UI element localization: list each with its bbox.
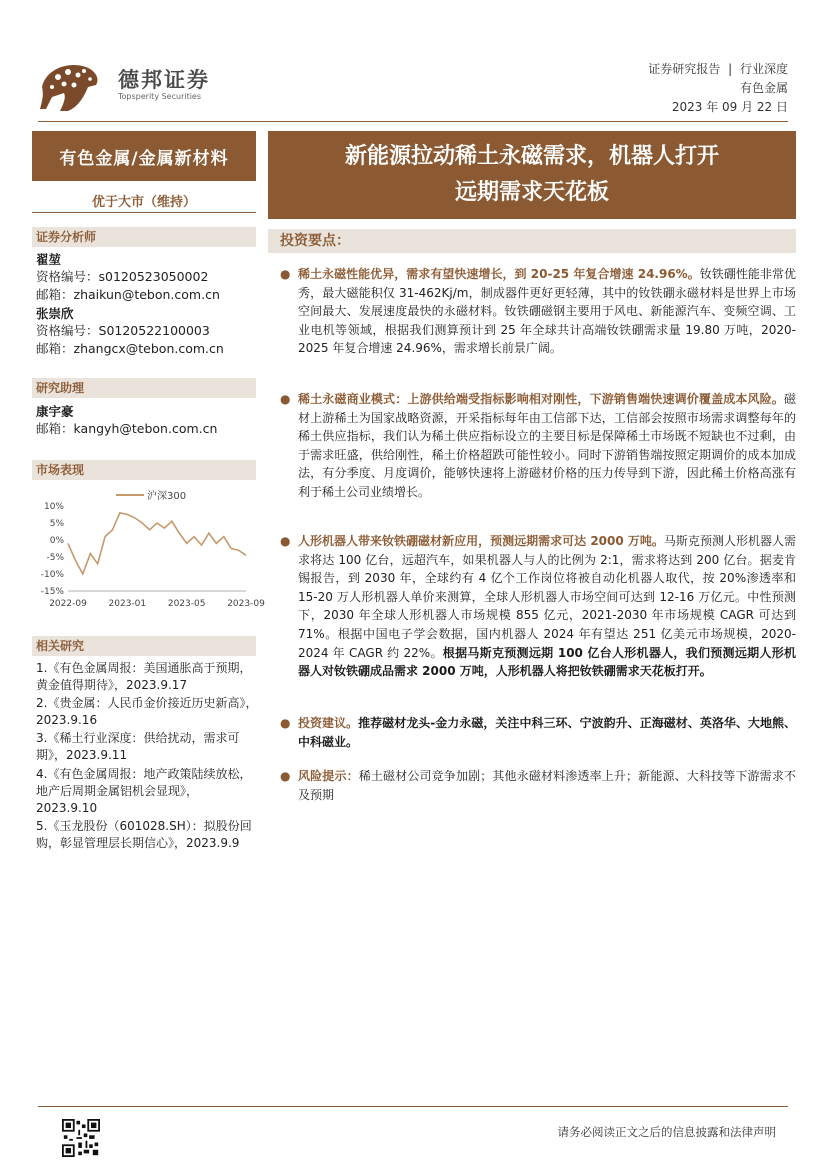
analyst-name: 张崇欣 bbox=[36, 306, 74, 321]
related-heading: 相关研究 bbox=[32, 636, 256, 656]
report-title bbox=[268, 131, 796, 219]
rating-label: 优于大市（维持） bbox=[91, 195, 196, 210]
bullet-dot-icon: ● bbox=[280, 267, 291, 281]
key-point-emphasis: 推荐磁材龙头-金力永磁，关注中科三环、宁波韵升、正海磁材、英洛华、大地熊、中科磁业。 bbox=[298, 716, 796, 749]
report-type: 证券研究报告 bbox=[648, 62, 721, 76]
related-item[interactable]: 3.《稀土行业深度：供给扰动，需求可期》，2023.9.11 bbox=[36, 731, 240, 762]
key-point bbox=[280, 390, 796, 502]
bullet-dot-icon: ● bbox=[280, 769, 291, 783]
industry-label: 有色金属 bbox=[739, 81, 788, 95]
assistant-block: 康宇豪 邮箱：kangyh@tebon.com.cn bbox=[36, 402, 258, 438]
key-point-text: 马斯克预测人形机器人需求将达 100 亿台，远超汽车，如果机器人与人的比例为 2:1，需求将达到 200 亿台。据麦肯锡报告，到 2030 年，全球约有 4 亿个工作岗位将被自动化机器人取代，按 20%渗透率和 15-20 万人形机器人单价来测算，全球人形机器人市场空间可达到 12-16 万亿元。中性预测下，2030 年全球人形机器人市场规模 855 亿元，2021-2030 年市场规模 CAGR 可达到 71%。根据中国电子学会数据，国内机器人 2024 年有望达 251 亿美元市场规模，2020-2024 年 CAGR 约 22%。 bbox=[298, 534, 796, 660]
analyst-block-1: 翟堃 资格编号：s0120523050002 邮箱：zhaikun@tebon.com.cn 张崇欣 资格编号：S0120522100003 邮箱：zhangcx@tebon.com.cn bbox=[36, 250, 258, 358]
assistant-name: 康宇豪 bbox=[36, 404, 74, 419]
key-point bbox=[280, 532, 796, 681]
sector-divider bbox=[32, 212, 256, 213]
brand-name-en: Topsperity Securities bbox=[118, 92, 202, 101]
related-item[interactable]: 4.《有色金属周报：地产政策陆续放松，地产后周期金属铝机会显现》，2023.9.10 bbox=[36, 767, 252, 815]
brand-name: 德邦证券 bbox=[118, 68, 210, 92]
key-point bbox=[280, 767, 796, 804]
key-point-lead: 人形机器人带来钕铁硼磁材新应用，预测远期需求可达 2000 万吨。 bbox=[298, 534, 664, 548]
y-tick-label: 0% bbox=[49, 536, 64, 546]
market-heading: 市场表现 bbox=[32, 460, 256, 480]
x-tick-label: 2023-09 bbox=[227, 599, 265, 609]
key-point bbox=[280, 714, 796, 751]
related-item[interactable]: 1.《有色金属周报：美国通胀高于预期，黄金值得期待》，2023.9.17 bbox=[36, 661, 252, 692]
y-tick-label: 5% bbox=[49, 519, 64, 529]
analyst-name: 翟堃 bbox=[36, 252, 62, 267]
legend-label: 沪深300 bbox=[147, 491, 187, 502]
sector-banner: 有色金属/金属新材料 bbox=[32, 131, 256, 181]
bullet-dot-icon: ● bbox=[280, 534, 291, 548]
y-tick-label: -5% bbox=[46, 553, 64, 563]
analyst-email[interactable]: zhangcx@tebon.com.cn bbox=[73, 341, 224, 356]
related-item[interactable]: 5.《玉龙股份（601028.SH）：拟股份回购，彰显管理层长期信心》，2023.9.9 bbox=[36, 819, 252, 850]
key-point-lead: 稀土永磁性能优异，需求有望快速增长，到 20-25 年复合增速 24.96%。 bbox=[298, 267, 700, 281]
key-point-lead: 稀土永磁商业模式：上游供给端受指标影响相对刚性，下游销售端快速调价覆盖成本风险。 bbox=[298, 392, 784, 406]
key-point-lead: 投资建议。 bbox=[298, 716, 359, 730]
assistant-heading: 研究助理 bbox=[32, 378, 256, 398]
key-point-text: 磁材上游稀土为国家战略资源，开采指标每年由工信部下达，工信部会按照市场需求调整每年的稀土供应指标，我们认为稀土供应指标设立的主要目标是保障稀土市场既不短缺也不过剩，由于需求旺盛，供给刚性，稀土价格超跌可能性较小。同时下游销售端按照定期调价的成本加成法，有分季度、月度调价，能够快速将上游磁材价格的压力传导到下游，因此稀土价格高涨有利于稀土公司业绩增长。 bbox=[298, 392, 796, 499]
analyst-email[interactable]: zhaikun@tebon.com.cn bbox=[73, 287, 220, 302]
legal-disclaimer: 请务必阅读正文之后的信息披露和法律声明 bbox=[557, 1125, 776, 1139]
market-chart bbox=[32, 484, 265, 612]
key-point-text: 稀土磁材公司竞争加剧；其他永磁材料渗透率上升；新能源、大科技等下游需求不及预期 bbox=[298, 769, 796, 802]
title-line-2: 远期需求天花板 bbox=[454, 180, 609, 205]
key-point-emphasis: 根据马斯克预测远期 100 亿台人形机器人，我们预测远期人形机器人对钕铁硼成品需求 2000 万吨，人形机器人将把钕铁硼需求天花板打开。 bbox=[298, 645, 796, 679]
y-tick-label: -10% bbox=[40, 570, 64, 580]
y-tick-label: 10% bbox=[43, 502, 64, 512]
assistant-email[interactable]: kangyh@tebon.com.cn bbox=[73, 421, 218, 436]
bullet-dot-icon: ● bbox=[280, 392, 291, 406]
key-point-lead: 风险提示： bbox=[298, 769, 359, 783]
key-point bbox=[280, 265, 796, 358]
related-item[interactable]: 2.《贵金属：人民币金价接近历史新高》，2023.9.16 bbox=[36, 696, 258, 727]
report-category: 行业深度 bbox=[739, 62, 788, 76]
analysts-heading: 证券分析师 bbox=[32, 227, 256, 247]
bullet-dot-icon: ● bbox=[280, 716, 291, 730]
y-tick-label: -15% bbox=[40, 587, 64, 597]
header-divider bbox=[38, 121, 788, 122]
title-line-1: 新能源拉动稀土永磁需求，机器人打开 bbox=[344, 144, 719, 169]
footer-divider bbox=[38, 1106, 788, 1107]
key-points-heading: 投资要点： bbox=[268, 229, 796, 253]
report-date: 2023 年 09 月 22 日 bbox=[671, 100, 788, 114]
analyst-cert: s0120523050002 bbox=[98, 269, 209, 284]
x-tick-label: 2023-05 bbox=[167, 599, 206, 609]
report-meta bbox=[648, 60, 788, 117]
analyst-cert: S0120522100003 bbox=[98, 323, 210, 338]
x-tick-label: 2022-09 bbox=[49, 599, 87, 609]
series-line bbox=[68, 513, 246, 574]
meta-separator: | bbox=[728, 62, 733, 76]
x-axis bbox=[49, 599, 265, 609]
qr-code-icon bbox=[62, 1119, 100, 1157]
x-tick-label: 2023-01 bbox=[108, 599, 147, 609]
leopard-logo-icon bbox=[38, 57, 102, 113]
key-point-text: 钕铁硼性能非常优秀，最大磁能积仅 31-462Kj/m，制成器件更好更轻薄，其中的钕铁硼永磁材料是世界上市场空间最大、发展速度最快的永磁材料。钕铁硼磁钢主要用于风电、新能源汽车、变频空调、工业电机等领域，根据我们测算预计到 25 年全球共计高端钕铁硼需求量 19.80 万吨，2020-2025 年复合增速 24.96%，需求增长前景广阔。 bbox=[298, 267, 796, 356]
